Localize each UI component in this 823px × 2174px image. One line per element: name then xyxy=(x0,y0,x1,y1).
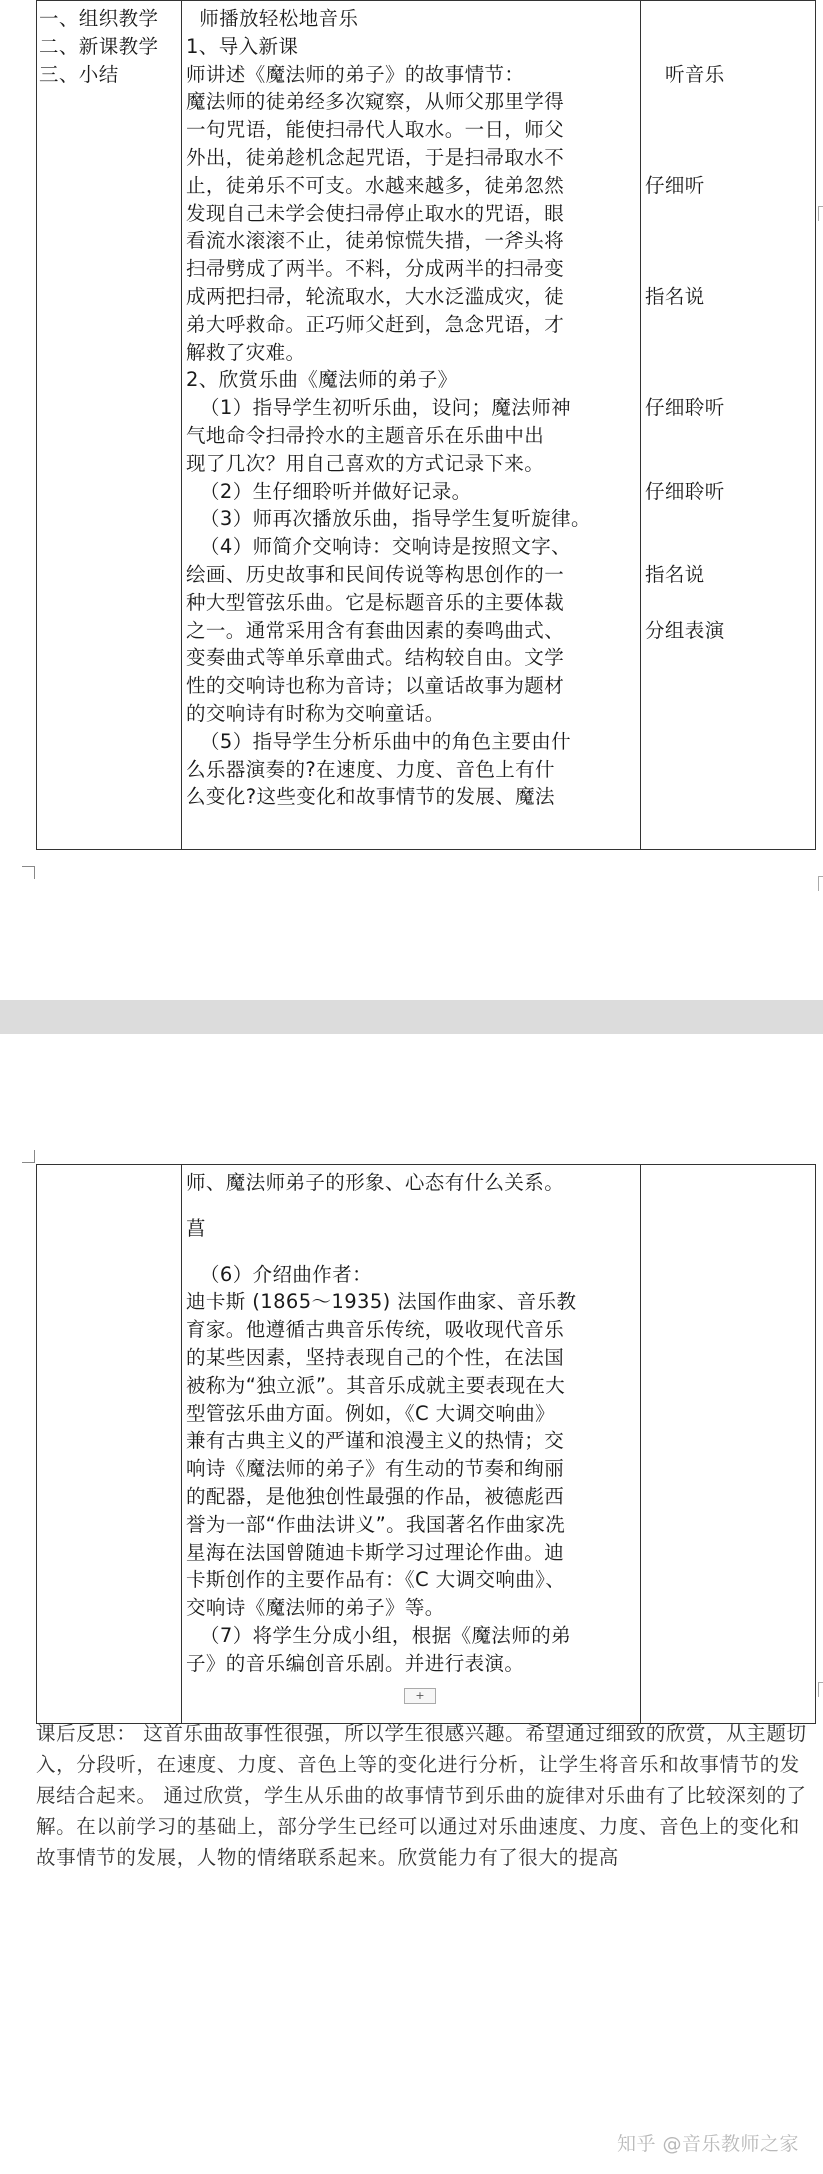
student-activity-column xyxy=(641,1,816,850)
lesson-line: 绘画、历史故事和民间传说等构思创作的一 xyxy=(186,562,565,586)
student-activity: 听音乐 xyxy=(665,62,725,86)
add-row-button[interactable]: + xyxy=(404,1688,436,1704)
teacher-activity-column xyxy=(182,1165,641,1724)
lesson-line: 卡斯创作的主要作品有：《C 大调交响曲》、 xyxy=(186,1568,566,1592)
lesson-line: 魔法师的徒弟经多次窥察，从师父那里学得 xyxy=(186,90,565,114)
lesson-line: 扫帚劈成了两半。不料，分成两半的扫帚变 xyxy=(186,257,565,281)
lesson-line: 型管弦乐曲方面。例如，《C 大调交响曲》 xyxy=(186,1401,556,1425)
student-activity: 分组表演 xyxy=(645,618,725,642)
lesson-line: 的配器，是他独创性最强的作品，被德彪西 xyxy=(186,1484,565,1508)
lesson-line: 兼有古典主义的严谨和浪漫主义的热情；交 xyxy=(186,1429,565,1453)
lesson-line: 么乐器演奏的?在速度、力度、音色上有什 xyxy=(186,757,555,781)
lesson-line: （3）师再次播放乐曲，指导学生复听旋律。 xyxy=(200,507,591,531)
teacher-activity-column xyxy=(182,1,641,850)
procedure-step: 三、小结 xyxy=(39,62,119,86)
lesson-line: 星海在法国曾随迪卡斯学习过理论作曲。迪 xyxy=(186,1540,565,1564)
lesson-line: 么变化?这些变化和故事情节的发展、魔法 xyxy=(186,785,555,809)
lesson-line: 弟大呼救命。正巧师父赶到，急念咒语，才 xyxy=(186,312,565,336)
lesson-line: 子》的音乐编创音乐剧。并进行表演。 xyxy=(186,1651,525,1675)
lesson-line: 师讲述《魔法师的弟子》的故事情节： xyxy=(186,62,525,86)
lesson-line: 2、欣赏乐曲《魔法师的弟子》 xyxy=(186,368,458,392)
student-activity: 仔细听 xyxy=(645,173,705,197)
lesson-line: 性的交响诗也称为音诗；以童话故事为题材 xyxy=(186,674,565,698)
procedure-step: 一、组织教学 xyxy=(39,7,159,30)
margin-mark xyxy=(818,206,823,221)
lesson-line: 看流水滚滚不止，徒弟惊慌失措，一斧头将 xyxy=(186,229,565,253)
lesson-line: 一句咒语，能使扫帚代人取水。一日，师父 xyxy=(186,118,565,142)
post-lesson-reflection: 课后反思： 这首乐曲故事性很强，所以学生很感兴趣。希望通过细致的欣赏，从主题切入，分段听，在速度、力度、音色上等的变化进行分析，让学生将音乐和故事情节的发展结合起来。 通过欣赏，学生从乐曲的故事情节到乐曲的旋律对乐曲有了比较深刻的了解。在以前学习的基础上，部分学生已经可以通过对乐曲速度、力度、音色上的变化和故事情节的发展，人物的情绪联系起来。欣赏能力有了很大的提高 xyxy=(36,1722,807,1869)
lesson-line: 被称为“独立派”。其音乐成就主要表现在大 xyxy=(186,1373,566,1397)
student-activity-column xyxy=(641,1165,816,1724)
lesson-line: 师播放轻松地音乐 xyxy=(186,7,359,30)
lesson-line: 种大型管弦乐曲。它是标题音乐的主要体裁 xyxy=(186,590,565,614)
crop-mark xyxy=(22,866,35,879)
lesson-line: 气地命令扫帚拎水的主题音乐在乐曲中出 xyxy=(186,423,545,447)
margin-mark xyxy=(818,876,823,891)
document-page-2 xyxy=(0,1034,823,2174)
lesson-table-part-2 xyxy=(36,1164,816,1724)
lesson-line: 育家。他遵循古典音乐传统，吸收现代音乐 xyxy=(186,1318,565,1342)
document-page-1 xyxy=(0,0,823,1000)
lesson-line: 的交响诗有时称为交响童话。 xyxy=(186,701,445,725)
lesson-line: 师、魔法师弟子的形象、心态有什么关系。 xyxy=(186,1171,565,1194)
lesson-line: 成两把扫帚，轮流取水，大水泛滥成灾，徒 xyxy=(186,284,565,308)
lesson-line: 现了几次？用自己喜欢的方式记录下来。 xyxy=(186,451,545,475)
lesson-line: （7）将学生分成小组，根据《魔法师的弟 xyxy=(200,1623,572,1647)
lesson-line: （5）指导学生分析乐曲中的角色主要由什 xyxy=(200,729,572,753)
lesson-line: （1）指导学生初听乐曲，设问；魔法师神 xyxy=(200,396,572,420)
lesson-line: 誉为一部“作曲法讲义”。我国著名作曲家冼 xyxy=(186,1512,566,1536)
lesson-line: 迪卡斯 (1865～1935) 法国作曲家、音乐教 xyxy=(186,1290,577,1314)
lesson-line: 变奏曲式等单乐章曲式。结构较自由。文学 xyxy=(186,646,565,670)
student-activity: 仔细聆听 xyxy=(645,396,725,420)
lesson-line: 响诗《魔法师的弟子》有生动的节奏和绚丽 xyxy=(186,1457,565,1481)
student-activity: 指名说 xyxy=(645,285,705,308)
lesson-line: 外出，徒弟趁机念起咒语，于是扫帚取水不 xyxy=(186,145,565,169)
lesson-line: 解救了灾难。 xyxy=(186,340,306,364)
lesson-line: 菖 xyxy=(186,1216,206,1240)
lesson-line: 1、导入新课 xyxy=(186,34,299,58)
lesson-line: 发现自己未学会使扫帚停止取水的咒语，眼 xyxy=(186,201,565,225)
lesson-line: （6）介绍曲作者： xyxy=(200,1262,373,1286)
lesson-line: 之一。通常采用含有套曲因素的奏鸣曲式、 xyxy=(186,618,565,642)
student-activity: 仔细聆听 xyxy=(645,479,725,503)
watermark: 知乎 @音乐教师之家 xyxy=(616,2133,799,2155)
lesson-line: （4）师简介交响诗：交响诗是按照文字、 xyxy=(200,535,572,559)
crop-mark xyxy=(22,1150,35,1163)
lesson-line: 交响诗《魔法师的弟子》等。 xyxy=(186,1596,445,1620)
procedure-column xyxy=(37,1165,182,1724)
student-activity: 指名说 xyxy=(645,563,705,586)
page-separator xyxy=(0,1000,823,1034)
procedure-column xyxy=(37,1,182,850)
lesson-table-part-1 xyxy=(36,0,816,850)
lesson-line: （2）生仔细聆听并做好记录。 xyxy=(200,479,472,503)
lesson-line: 止，徒弟乐不可支。水越来越多，徒弟忽然 xyxy=(186,173,565,197)
procedure-step: 二、新课教学 xyxy=(39,34,159,58)
lesson-line: 的某些因素，坚持表现自己的个性，在法国 xyxy=(186,1345,565,1369)
margin-mark xyxy=(818,1682,823,1697)
